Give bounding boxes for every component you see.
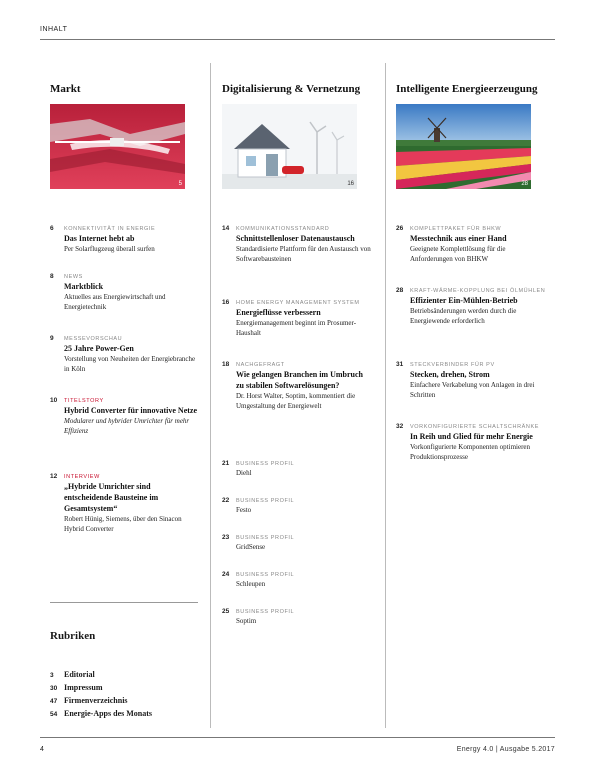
rubriken-list (50, 669, 152, 721)
toc-entry[interactable] (50, 473, 200, 534)
entry-title: Energieflüsse verbessern (236, 308, 321, 317)
page-number: 18 (222, 361, 230, 368)
toc-entry[interactable] (50, 225, 200, 254)
entry-title: 25 Jahre Power-Gen (64, 344, 134, 353)
entry-description: Schleupen (236, 580, 266, 588)
toc-entry[interactable] (222, 534, 372, 552)
category-label: BUSINESS PROFIL (236, 498, 295, 504)
toc-entry[interactable] (222, 608, 372, 626)
rubrik-label: Editorial (64, 670, 95, 679)
rubriken-title: Rubriken (50, 630, 96, 642)
entry-title: Marktblick (64, 282, 104, 291)
page-number: 12 (50, 473, 58, 480)
category-label: KRAFT-WÄRME-KOPPLUNG BEI ÖLMÜHLEN (410, 288, 546, 294)
category-label: MESSEVORSCHAU (64, 336, 123, 342)
column-title: Markt (50, 83, 81, 95)
category-label: STECKVERBINDER FÜR PV (410, 362, 495, 368)
entry-title: Wie gelangen Branchen im Umbruch zu stabilen Softwarelösungen? (236, 370, 363, 390)
column-digitalisierung (222, 66, 360, 189)
entry-description: Einfachere Verkabelung von Anlagen in drei Schritten (410, 381, 535, 399)
toc-entry[interactable] (222, 571, 372, 589)
image-windmill-tulips (396, 104, 531, 189)
bottom-rule (40, 737, 555, 738)
image-page-number: 28 (521, 181, 528, 187)
section-label: INHALT (40, 26, 68, 33)
category-label: KONNEKTIVITÄT IN ENERGIE (64, 226, 156, 232)
page-number: 6 (50, 225, 54, 232)
entry-description: Betriebsänderungen werden durch die Energiewende erforderlich (410, 307, 517, 325)
page-number: 28 (396, 287, 404, 294)
page-number: 16 (222, 299, 230, 306)
page-number: 31 (396, 361, 404, 368)
footer-page-number: 4 (40, 746, 44, 753)
page-number: 21 (222, 460, 230, 467)
rubrik-item[interactable] (50, 682, 152, 695)
entry-description: Geeignete Komplettlösung für die Anforderungen von BHKW (410, 245, 506, 263)
page-number: 9 (50, 335, 54, 342)
column-markt (50, 66, 185, 189)
page-number: 54 (50, 711, 58, 718)
entry-description: Per Solarflugzeug überall surfen (64, 245, 155, 253)
image-page-number: 5 (178, 181, 182, 187)
entry-description: Standardisierte Plattform für den Austausch von Softwarebausteinen (236, 245, 371, 263)
category-label: KOMMUNIKATIONSSTANDARD (236, 226, 330, 232)
entry-title: Messtechnik aus einer Hand (410, 234, 507, 243)
entry-title: In Reih und Glied für mehr Energie (410, 432, 533, 441)
rubrik-item[interactable] (50, 669, 152, 682)
column-title: Digitalisierung & Vernetzung (222, 83, 361, 95)
page-number: 22 (222, 497, 230, 504)
category-label: TITELSTORY (64, 398, 104, 404)
page-number: 10 (50, 397, 58, 404)
rubrik-item[interactable] (50, 695, 152, 708)
entry-title: Das Internet hebt ab (64, 234, 135, 243)
rubrik-label: Firmenverzeichnis (64, 696, 128, 705)
column-title: Intelligente Energieerzeugung (396, 83, 538, 95)
category-label: NACHGEFRAGT (236, 362, 285, 368)
toc-entry[interactable] (50, 335, 200, 374)
toc-entry[interactable] (222, 497, 372, 515)
page-number: 47 (50, 698, 58, 705)
category-label: VORKONFIGURIERTE SCHALTSCHRÄNKE (410, 424, 540, 430)
image-airplane-over-fields (50, 104, 185, 189)
entry-description: Energiemanagement beginnt im Prosumer-Haushalt (236, 319, 357, 337)
footer-magazine: Energy 4.0 | Ausgabe 5.2017 (456, 746, 555, 753)
entry-description: Dr. Horst Walter, Soptim, kommentiert die Umgestaltung der Energiewelt (236, 392, 356, 410)
entry-title: Stecken, drehen, Strom (410, 370, 490, 379)
toc-entry[interactable] (396, 361, 546, 400)
page-number: 30 (50, 685, 58, 692)
entry-description: GridSense (236, 543, 266, 551)
entry-title: Effizienter Ein-Mühlen-Betrieb (410, 296, 518, 305)
entry-title: Schnittstellenloser Datenaustausch (236, 234, 355, 243)
image-page-number: 16 (347, 181, 354, 187)
entry-description: Vorstellung von Neuheiten der Energiebranche in Köln (64, 355, 196, 373)
category-label: NEWS (64, 274, 83, 280)
entry-description: Vorkonfigurierte Komponenten optimieren Produktionsprozesse (410, 443, 531, 461)
rubrik-label: Energie-Apps des Monats (64, 709, 153, 718)
entry-description: Festo (236, 506, 252, 514)
entry-title: Hybrid Converter für innovative Netze (64, 406, 198, 415)
page-number: 23 (222, 534, 230, 541)
rubriken-divider (50, 602, 198, 603)
entry-description: Diehl (236, 469, 252, 477)
entry-description: Robert Hünig, Siemens, über den Sinacon Hybrid Converter (64, 515, 182, 533)
entry-description: Aktuelles aus Energiewirtschaft und Energietechnik (64, 293, 166, 311)
toc-entry[interactable] (50, 397, 200, 436)
toc-entry[interactable] (396, 423, 546, 462)
toc-entry[interactable] (222, 225, 372, 264)
category-label: BUSINESS PROFIL (236, 461, 295, 467)
category-label: KOMPLETTPAKET FÜR BHKW (410, 226, 502, 232)
page-number: 3 (50, 672, 54, 679)
page-number: 32 (396, 423, 404, 430)
column-divider (385, 63, 386, 728)
page-number: 24 (222, 571, 230, 578)
image-smart-house (222, 104, 357, 189)
category-label: INTERVIEW (64, 474, 100, 480)
toc-entry[interactable] (396, 287, 546, 326)
column-energieerzeugung (396, 66, 537, 189)
toc-entry[interactable] (222, 361, 372, 411)
toc-entry[interactable] (396, 225, 546, 264)
entry-description: Modularer und hybrider Umrichter für mehr Effizienz (64, 417, 190, 435)
page-number: 26 (396, 225, 404, 232)
toc-entry[interactable] (222, 299, 372, 338)
category-label: BUSINESS PROFIL (236, 572, 295, 578)
category-label: HOME ENERGY MANAGEMENT SYSTEM (236, 300, 360, 306)
column-divider (210, 63, 211, 728)
category-label: BUSINESS PROFIL (236, 535, 295, 541)
toc-entry[interactable] (222, 460, 372, 478)
page-number: 8 (50, 273, 54, 280)
page-number: 14 (222, 225, 230, 232)
entry-title: „Hybride Umrichter sind entscheidende Bausteine im Gesamtsystem“ (64, 482, 159, 513)
top-rule (40, 39, 555, 40)
category-label: BUSINESS PROFIL (236, 609, 295, 615)
rubrik-item[interactable] (50, 708, 152, 721)
entry-description: Soptim (236, 617, 257, 625)
rubrik-label: Impressum (64, 683, 103, 692)
toc-entry[interactable] (50, 273, 200, 312)
page-number: 25 (222, 608, 230, 615)
